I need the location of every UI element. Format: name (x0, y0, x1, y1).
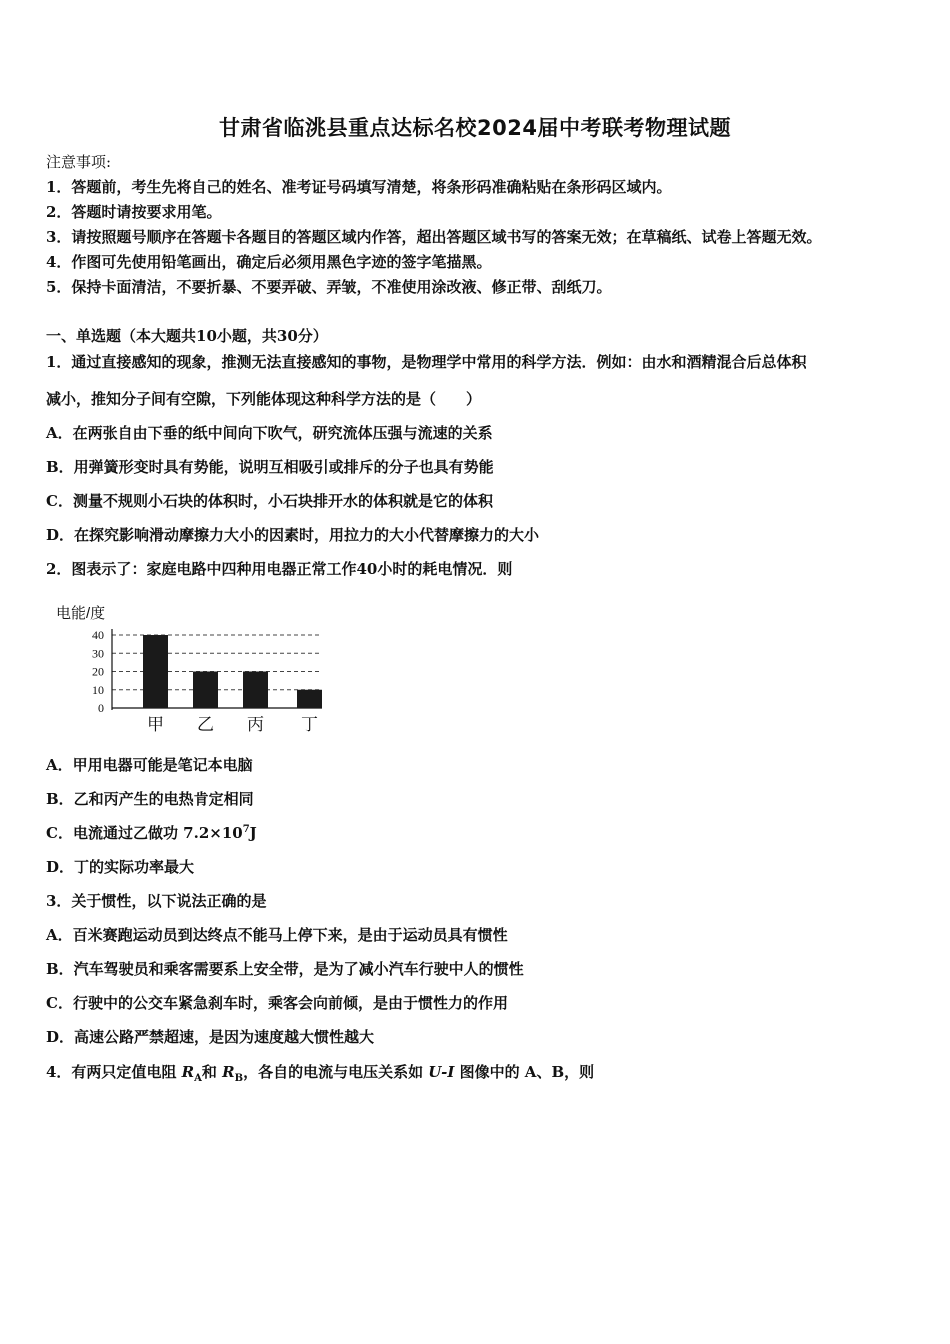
bar-2 (193, 672, 218, 709)
q4-text: 图像中的 A、B，则 (454, 1063, 595, 1081)
y-tick-label: 10 (92, 682, 104, 697)
x-category-label: 丙 (247, 715, 264, 734)
x-category-label: 甲 (147, 715, 164, 734)
x-category-label: 丁 (301, 715, 318, 734)
q4-subscript-b: B (234, 1073, 244, 1084)
q2-option-a: A．甲用电器可能是笔记本电脑 (46, 756, 253, 774)
q3-option-a: A．百米赛跑运动员到达终点不能马上停下来，是由于运动员具有惯性 (46, 926, 508, 944)
q4-ui-label: U-I (428, 1063, 455, 1081)
q3-option-c: C．行驶中的公交车紧急刹车时，乘客会向前倾，是由于惯性力的作用 (46, 994, 508, 1012)
notice-item: 2．答题时请按要求用笔。 (46, 203, 222, 221)
y-tick-label: 40 (92, 628, 104, 642)
y-tick-label: 0 (98, 701, 104, 715)
energy-bar-chart (50, 598, 340, 738)
notice-item: 1．答题前，考生先将自己的姓名、准考证号码填写清楚，将条形码准确粘贴在条形码区域内。 (46, 178, 672, 196)
bar-1 (143, 635, 168, 708)
question-4-stem (46, 1062, 594, 1082)
notice-heading: 注意事项: (46, 153, 112, 171)
q2-option-b: B．乙和丙产生的电热肯定相同 (46, 790, 254, 808)
question-1-stem: 1．通过直接感知的现象，推测无法直接感知的事物，是物理学中常用的科学方法．例如：由水和酒精混合后总体积 (46, 353, 807, 371)
q3-option-d: D．高速公路严禁超速，是因为速度越大惯性越大 (46, 1028, 375, 1046)
q2-option-c-exponent: 7 (242, 824, 250, 835)
x-category-label: 乙 (197, 715, 214, 734)
q1-option-b: B．用弹簧形变时具有势能，说明互相吸引或排斥的分子也具有势能 (46, 458, 494, 476)
question-3-stem: 3．关于惯性，以下说法正确的是 (46, 892, 267, 910)
y-tick-label: 30 (92, 646, 104, 661)
q4-text: 和 (201, 1063, 223, 1081)
y-tick-label: 20 (92, 664, 104, 679)
q3-option-b: B．汽车驾驶员和乘客需要系上安全带，是为了减小汽车行驶中人的惯性 (46, 960, 524, 978)
section-heading: 一、单选题（本大题共10小题，共30分） (46, 327, 328, 345)
q4-resistor-a: R (181, 1063, 195, 1081)
bar-3 (243, 672, 268, 709)
y-axis-label: 电能/度 (56, 605, 106, 622)
q2-option-c-unit: J (249, 824, 257, 842)
exam-title: 甘肃省临洮县重点达标名校2024届中考联考物理试题 (219, 116, 731, 140)
q2-option-d: D．丁的实际功率最大 (46, 858, 195, 876)
question-2-stem: 2．图表示了：家庭电路中四种用电器正常工作40小时的耗电情况．则 (46, 560, 513, 578)
q4-text: ，各自的电流与电压关系如 (243, 1063, 429, 1081)
notice-item: 4．作图可先使用铅笔画出，确定后必须用黑色字迹的签字笔描黑。 (46, 253, 492, 271)
q1-option-d: D．在探究影响滑动摩擦力大小的因素时，用拉力的大小代替摩擦力的大小 (46, 526, 540, 544)
question-1-stem-cont: 减小，推知分子间有空隙，下列能体现这种科学方法的是（ ） (46, 390, 482, 408)
q2-option-c (46, 823, 257, 843)
q2-option-c-text: C．电流通过乙做功 7.2×10 (46, 824, 243, 842)
q4-resistor-b: R (222, 1063, 235, 1081)
q1-option-a: A．在两张自由下垂的纸中间向下吹气，研究流体压强与流速的关系 (46, 424, 493, 442)
q4-text: 4．有两只定值电阻 (46, 1063, 182, 1081)
notice-item: 5．保持卡面清洁，不要折暴、不要弄破、弄皱，不准使用涂改液、修正带、刮纸刀。 (46, 278, 612, 296)
q1-option-c: C．测量不规则小石块的体积时，小石块排开水的体积就是它的体积 (46, 492, 493, 510)
notice-item: 3．请按照题号顺序在答题卡各题目的答题区域内作答，超出答题区域书写的答案无效；在草稿纸、试卷上答题无效。 (46, 228, 822, 246)
q4-subscript-a: A (194, 1073, 202, 1084)
bar-4 (297, 690, 322, 708)
